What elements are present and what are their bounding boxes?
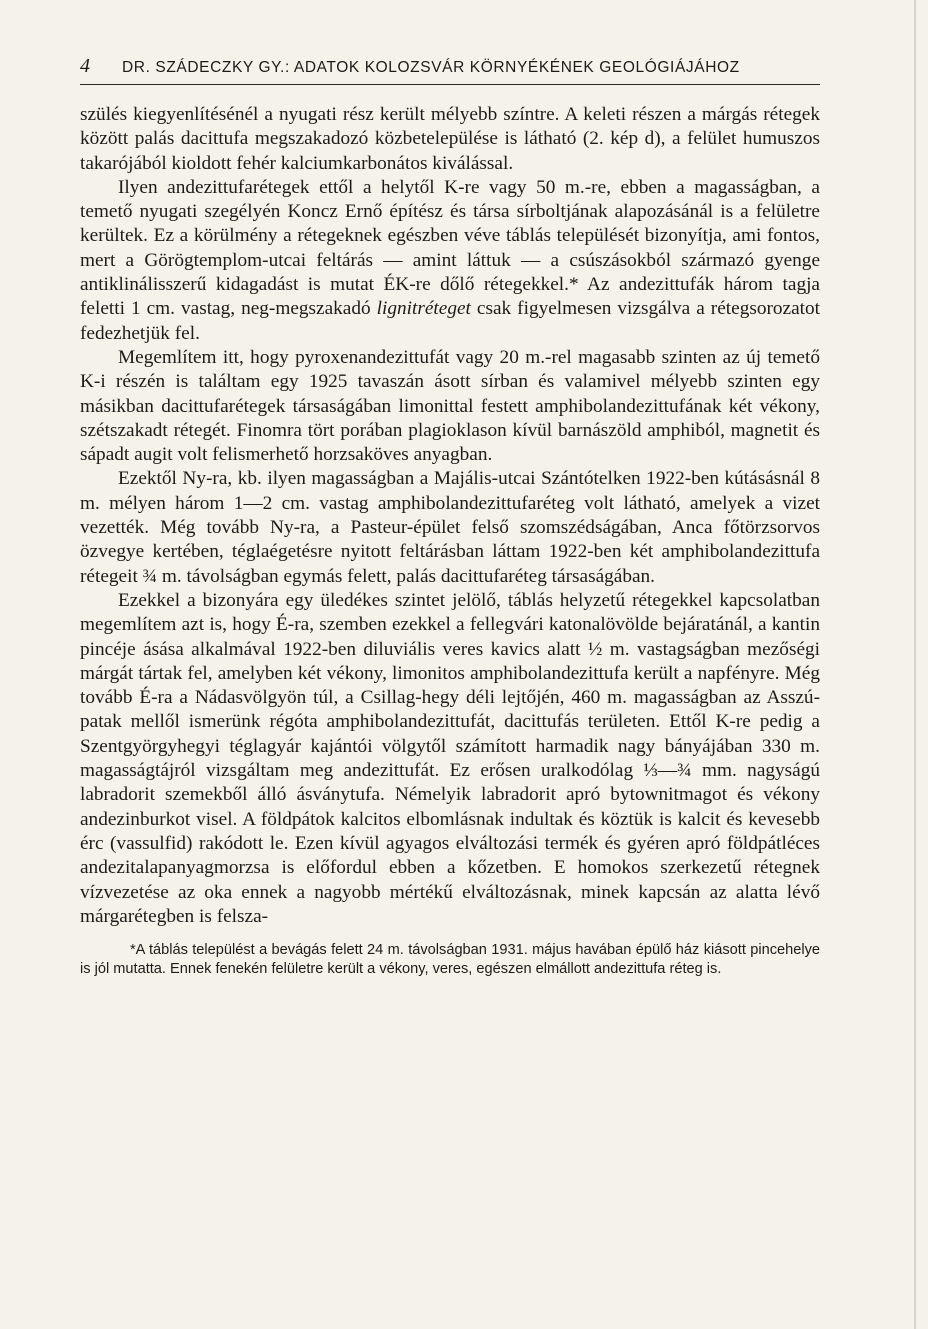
page-edge — [914, 0, 916, 1329]
italic-term: lignitréteget — [376, 298, 471, 320]
footnote-text: *A táblás települést a bevágás felett 24 m. távolságban 1931. május havában épülő ház kiásott pincehelye is jól mutatta. Ennek fenekén felületre került a vékony, veres, egészen elmállott andezittufa réteg is. — [80, 942, 820, 978]
page-number: 4 — [80, 55, 91, 77]
paragraph-2-text: Ilyen andezittufarétegek ettől a helytől K-re vagy 50 m.-re, ebben a magasságban, a temető nyugati szegélyén Koncz Ernő építész és társa sírboltjának alapozásánál is a felületre kerültek. Ez a körülmény a rétegeknek egészben véve táblás települését bizonyítja, ami fontos, mert a Görögtemplom-utcai feltárás — amint láttuk — a csúszásokból származó gyenge antiklinálisszerű kidagadást is mutat ÉK-re dőlő rétegekkel.* Az andezittufák három tagja feletti 1 cm. vastag, neg-megszakadó — [80, 176, 820, 320]
running-header — [80, 55, 820, 85]
body-text — [80, 103, 820, 929]
paragraph-5: Ezekkel a bizonyára egy üledékes szintet jelölő, táblás helyzetű rétegekkel kapcsolatban megemlítem azt is, hogy É-ra, szemben ezekkel a fellegvári katonalövölde bejáratánál, a kantin pincéje ásása alkalmával 1922-ben diluviális veres kavics alatt ½ m. vastagságban mezőségi márgát tártak fel, amelyben két vékony, limonitos amphibolandezittufa került a napfényre. Még tovább É-ra a Nádasvölgyön túl, a Csillag-hegy déli lejtőjén, 460 m. magasságban az Asszú-patak mellől ismerünk régóta amphibolandezittufát, dacittufás területen. Ettől K-re pedig a Szentgyörgyhegyi téglagyár kajántói völgytől számított harmadik nagy bányájában 330 m. magasságtájról vizsgáltam meg andezittufát. Ez erősen uralkodólag ⅓—¾ mm. nagyságú labradorit szemekből álló ásványtufa. Némelyik labradorit apró bytownitmagot és vékony andezinburkot visel. A földpátok kalcitos elbomlásnak indultak és köztük is kalcit és kevesebb érc (vassulfid) rakódott le. Ezen kívül agyagos elváltozási termék és gyéren apró földpátléces andezitalapanyagmorzsa is előfordul ebben a kőzetben. E homokos szerkezetű rétegnek vízvezetése az oka ennek a nagyobb mértékű elváltozásnak, minek kapcsán az alatta lévő márgarétegben is felsza- — [80, 589, 820, 927]
running-title: DR. SZÁDECZKY GY.: ADATOK KOLOZSVÁR KÖRNYÉKÉNEK GEOLÓGIÁJÁHOZ — [122, 59, 740, 76]
paragraph-3: Megemlítem itt, hogy pyroxenandezittufát vagy 20 m.-rel magasabb szinten az új temető K-i részén is találtam egy 1925 tavaszán ásott sírban és valamivel mélyebb szinten egy másikban dacittufarétegek társaságában limonittal festett amphibolandezittufának két vékony, szétszakadt rétegét. Finomra tört porában plagioklason kívül barnászöld amphiból, magnetit és sápadt augit volt felismerhető horzsaköves anyagban. — [80, 346, 820, 466]
paragraph-2 — [80, 176, 820, 346]
paragraph-1: szülés kiegyenlítésénél a nyugati rész került mélyebb színtre. A keleti részen a márgás rétegek között palás dacittufa megszakadozó közbetelepülése is látható (2. kép d), a felület humuszos takarójából kioldott fehér kalciumkarbonátos kiválással. — [80, 104, 820, 174]
footnote — [80, 941, 820, 979]
paragraph-2-tail: csak figyelmesen vizsgálva a rétegsorozatot fedezhetjük fel. — [80, 298, 821, 344]
paragraph-4: Ezektől Ny-ra, kb. ilyen magasságban a Majális-utcai Szántótelken 1922-ben kútásásnál 8 m. mélyen három 1—2 cm. vastag amphibolandezittufaréteg volt látható, amelyek a vizet vezették. Még tovább Ny-ra, a Pasteur-épület felső szomszédságában, Anca főtörzsorvos özvegye kertében, téglaégetésre nyitott feltárásban láttam 1922-ben két amphibolandezittufa rétegeit ¾ m. távolságban egymás felett, palás dacittufaréteg társaságában. — [80, 468, 820, 587]
page — [80, 55, 820, 979]
